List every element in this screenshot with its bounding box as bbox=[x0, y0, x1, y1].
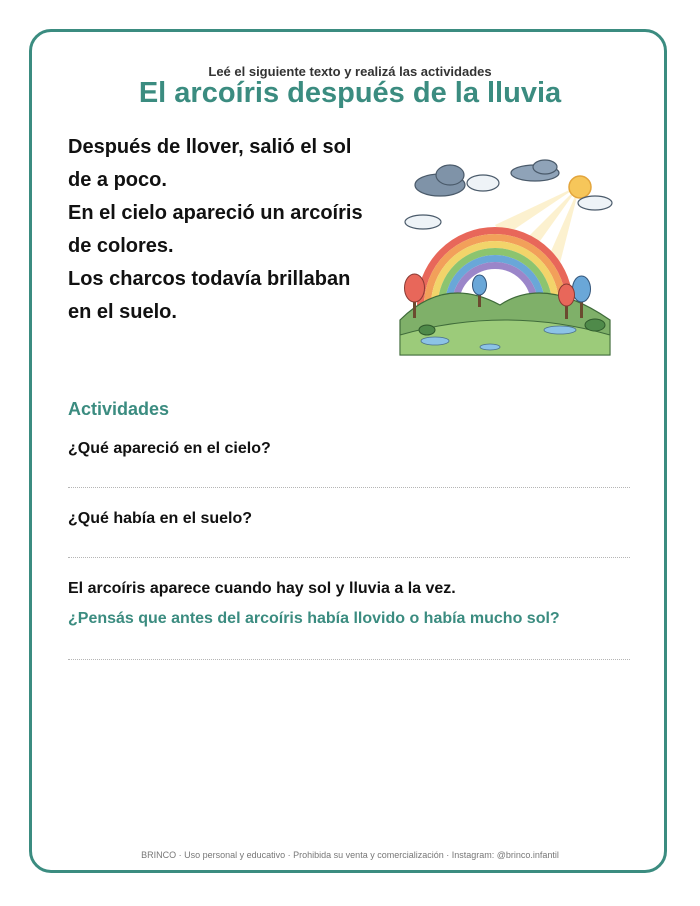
cloud-icon bbox=[511, 160, 559, 181]
page-title: El arcoíris después de la lluvia bbox=[138, 77, 562, 109]
question-1: ¿Qué apareció en el cielo? bbox=[68, 440, 271, 457]
instruction-text: Leé el siguiente texto y realizá las actividades bbox=[208, 64, 492, 79]
statement-text: El arcoíris aparece cuando hay sol y lluvia a la vez. bbox=[68, 580, 456, 597]
answer-line-3[interactable] bbox=[68, 659, 630, 660]
puddle-icon bbox=[421, 337, 449, 345]
cloud-icon bbox=[415, 165, 499, 196]
story-line: Después de llover, salió el sol bbox=[68, 136, 352, 158]
sun-icon bbox=[569, 176, 591, 198]
answer-line-1[interactable] bbox=[68, 487, 630, 488]
answer-line-2[interactable] bbox=[68, 557, 630, 558]
story-line: En el cielo apareció un arcoíris bbox=[68, 202, 363, 224]
story-line: de a poco. bbox=[68, 169, 167, 191]
story-line: Los charcos todavía brillaban bbox=[68, 268, 351, 290]
rainbow-landscape-illustration bbox=[395, 155, 620, 365]
story-text bbox=[68, 131, 388, 329]
puddle-icon bbox=[544, 326, 576, 334]
story-line: de colores. bbox=[68, 235, 174, 257]
puddle-icon bbox=[480, 344, 500, 350]
footer-text: BRINCO · Uso personal y educativo · Prohibida su venta y comercialización · Instagram: @brinco.infantil bbox=[141, 850, 559, 860]
activities-title: Actividades bbox=[68, 399, 170, 419]
question-3: ¿Pensás que antes del arcoíris había llovido o había mucho sol? bbox=[68, 610, 560, 627]
story-line: en el suelo. bbox=[68, 301, 177, 323]
question-2: ¿Qué había en el suelo? bbox=[68, 510, 253, 527]
